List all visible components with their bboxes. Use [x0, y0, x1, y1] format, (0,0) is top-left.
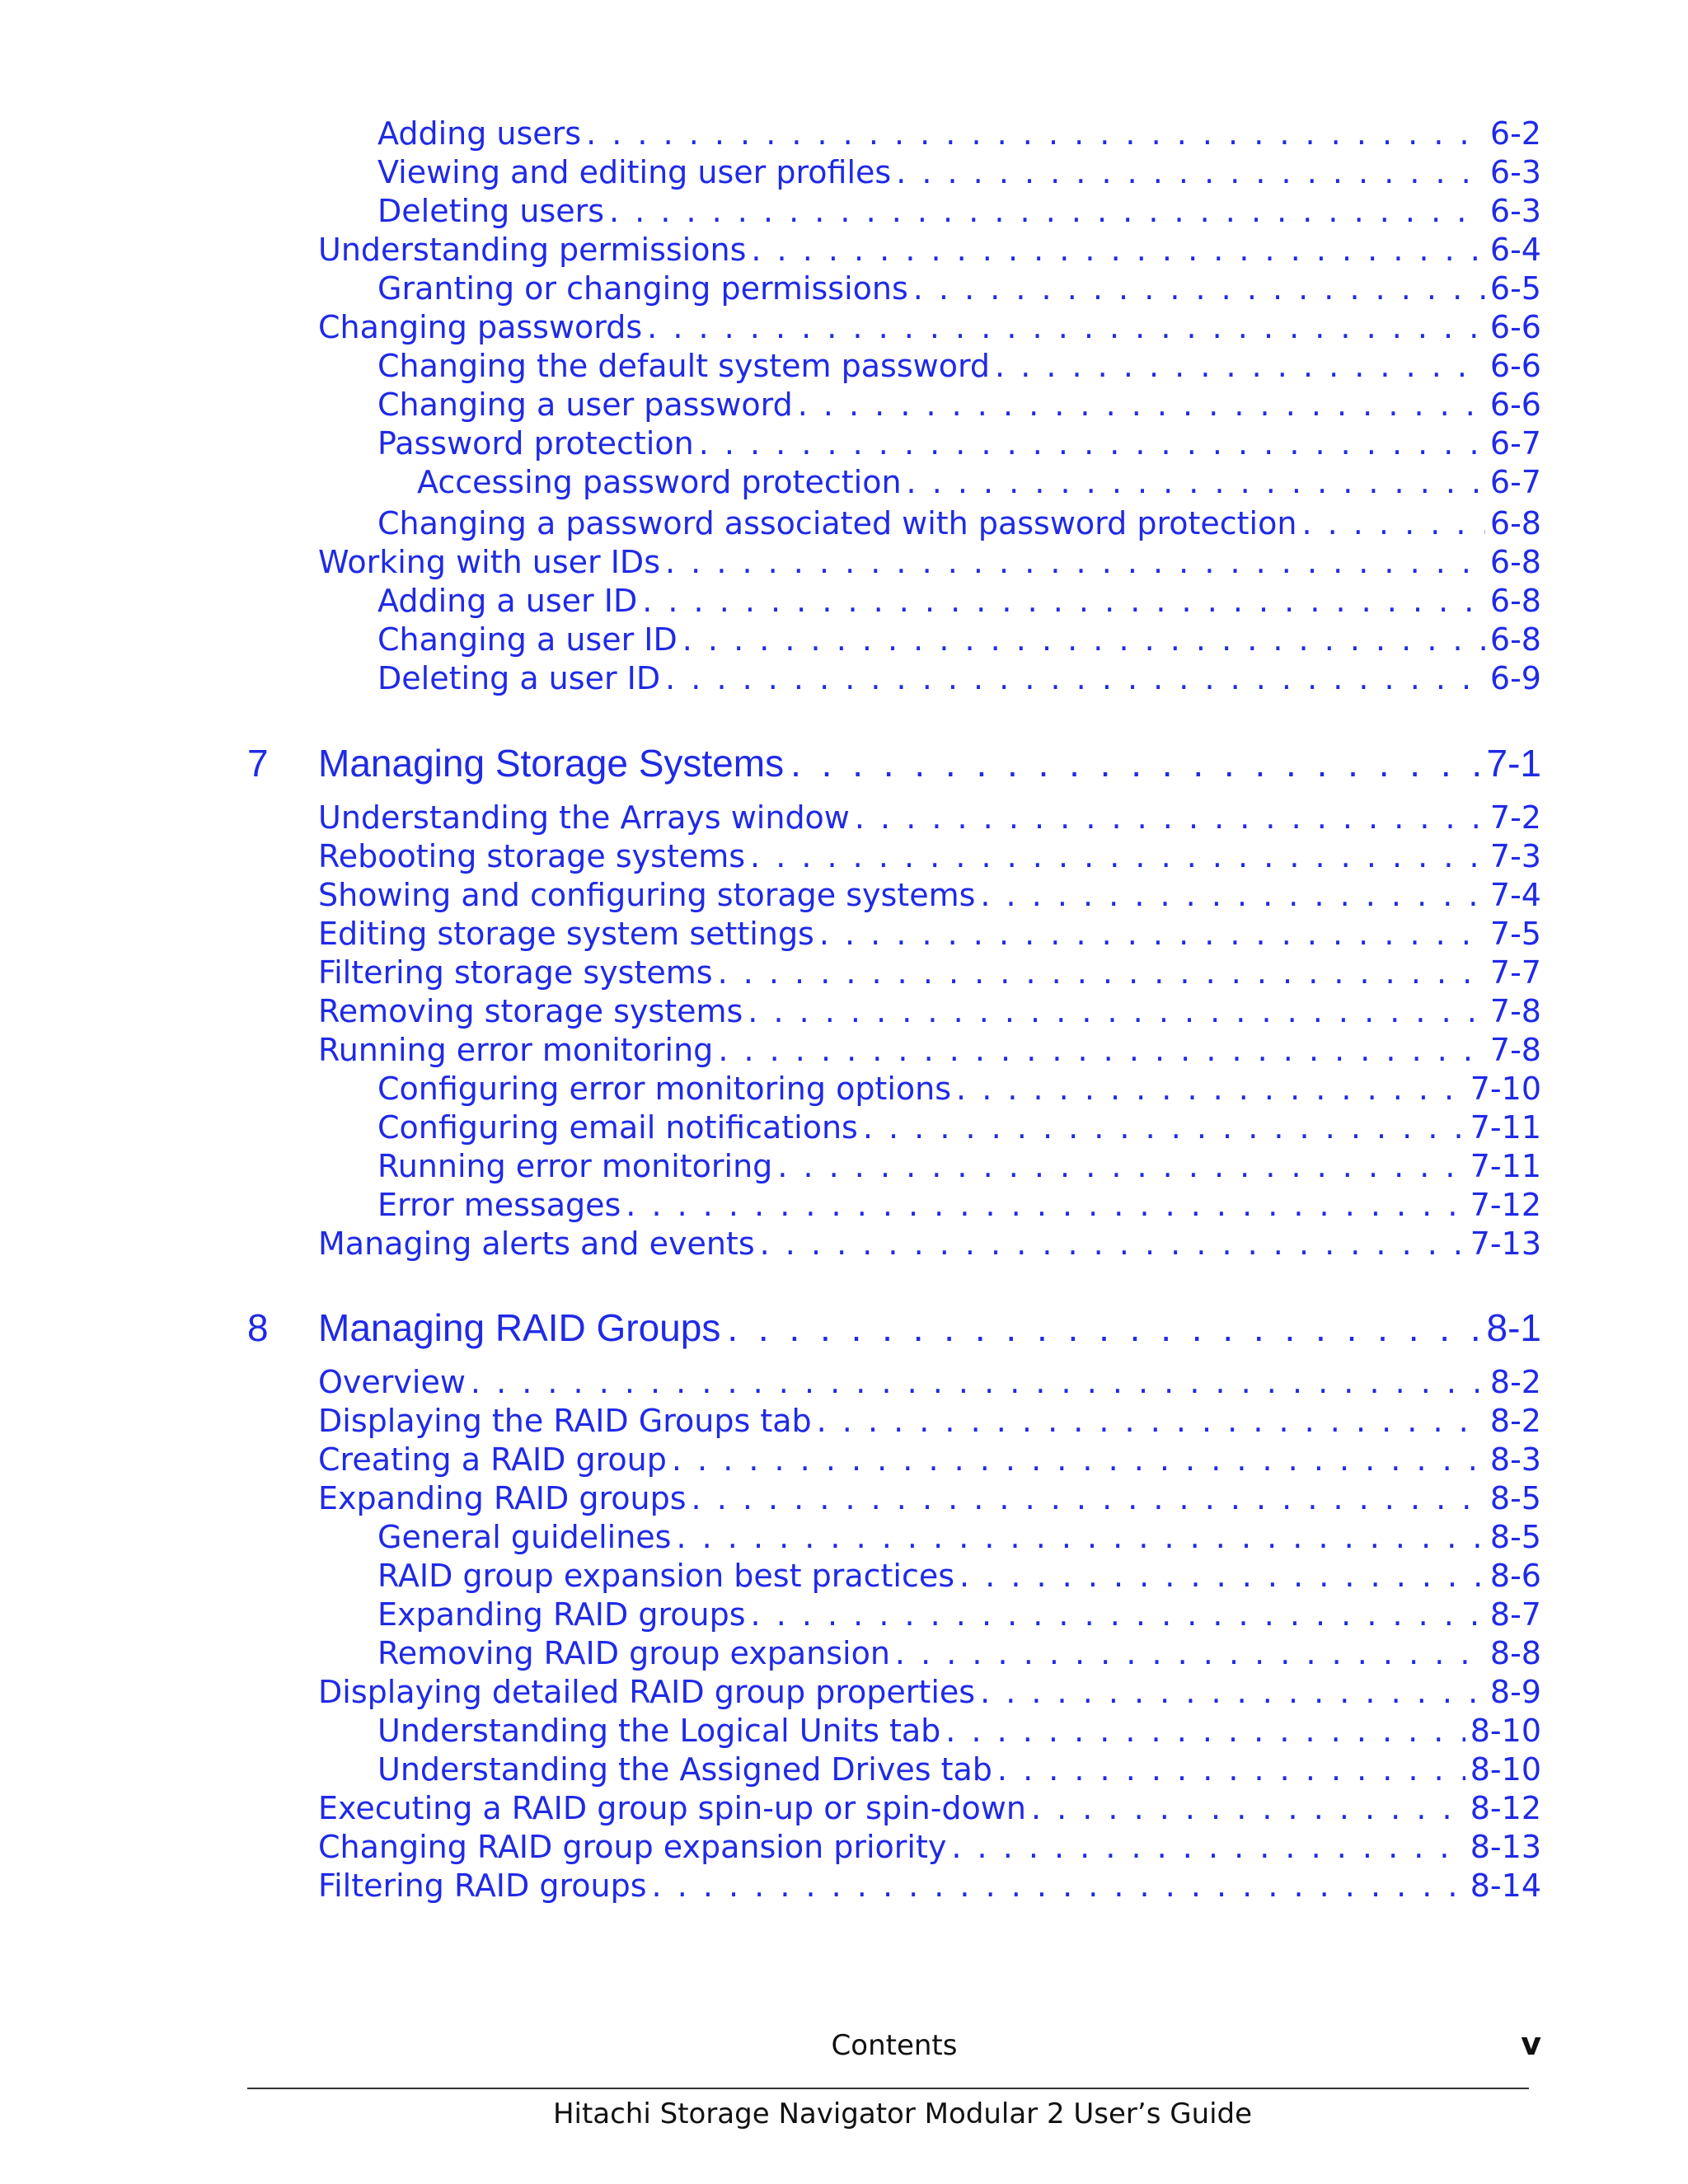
toc-entry-page: 8-5: [1489, 1519, 1541, 1555]
toc-entry-viewing-editing-user-profiles[interactable]: [0, 153, 1688, 192]
toc-entry-page: 8-8: [1489, 1635, 1541, 1671]
toc-entry-changing-user-id[interactable]: [0, 621, 1688, 659]
toc-entry-page: 7-10: [1470, 1071, 1541, 1107]
dot-leader: [997, 1750, 1465, 1789]
toc-entry-expanding-raid-groups[interactable]: [0, 1479, 1688, 1518]
toc-entry-page: 7-13: [1470, 1226, 1541, 1262]
dot-leader: [609, 192, 1485, 231]
chapter-number: 8: [247, 1306, 269, 1349]
toc-entry-working-with-user-ids[interactable]: [0, 543, 1688, 582]
dot-leader: [995, 347, 1485, 386]
dot-leader: [682, 621, 1485, 659]
toc-entry-displaying-raid-groups-tab[interactable]: [0, 1402, 1688, 1441]
toc-entry-page: 8-2: [1489, 1364, 1541, 1400]
toc-entry-title: Granting or changing permissions: [377, 270, 908, 307]
toc-entry-title: Removing storage systems: [318, 993, 743, 1029]
toc-entry-page: 7-7: [1489, 954, 1541, 991]
toc-entry-page: 6-8: [1489, 621, 1541, 658]
dot-leader: [760, 1225, 1465, 1263]
dot-leader: [699, 424, 1485, 463]
toc-entry-changing-passwords[interactable]: [0, 308, 1688, 347]
toc-entry-page: 8-14: [1470, 1868, 1541, 1904]
chapter-page: 8-1: [1486, 1306, 1541, 1349]
toc-entry-page: 6-8: [1489, 505, 1541, 541]
toc-entry-page: 6-8: [1489, 544, 1541, 580]
toc-entry-page: 6-5: [1489, 270, 1541, 307]
toc-entry-raid-expansion-best-practices[interactable]: [0, 1557, 1688, 1596]
dot-leader: [665, 543, 1485, 582]
dot-leader: [647, 308, 1485, 347]
dot-leader: [980, 876, 1485, 915]
toc-entry-filtering-raid-groups[interactable]: [0, 1867, 1688, 1905]
chapter-title: Managing Storage Systems: [318, 742, 785, 785]
dot-leader: [692, 1479, 1485, 1518]
toc-entry-page: 6-4: [1489, 232, 1541, 268]
toc-entry-page: 6-8: [1489, 583, 1541, 619]
toc-entry-title: Running error monitoring: [377, 1148, 773, 1184]
toc-entry-showing-configuring-storage-systems[interactable]: [0, 876, 1688, 915]
dot-leader: [748, 992, 1485, 1031]
toc-entry-title: Deleting a user ID: [377, 660, 661, 696]
toc-entry-page: 7-8: [1489, 993, 1541, 1029]
dot-leader: [855, 799, 1485, 837]
toc-entry-title: Configuring error monitoring options: [377, 1071, 952, 1107]
dot-leader: [945, 1712, 1465, 1750]
dot-leader: [907, 463, 1485, 502]
toc-entry-error-messages[interactable]: [0, 1186, 1688, 1225]
toc-entry-title: Changing the default system password: [377, 348, 991, 384]
toc-entry-title: Changing passwords: [318, 309, 643, 345]
toc-entry-title: Password protection: [377, 425, 694, 462]
dot-leader: [959, 1557, 1485, 1596]
toc-entry-understanding-permissions[interactable]: [0, 231, 1688, 269]
toc-entry-page: 8-12: [1470, 1790, 1541, 1826]
toc-entry-title: Error messages: [377, 1187, 621, 1223]
toc-entry-title: Removing RAID group expansion: [377, 1635, 890, 1671]
toc-entry-changing-password-associated[interactable]: [0, 504, 1688, 543]
toc-entry-creating-raid-group[interactable]: [0, 1441, 1688, 1479]
dot-leader: [1031, 1789, 1465, 1828]
dot-leader: [863, 1108, 1465, 1147]
toc-entry-page: 8-7: [1489, 1596, 1541, 1633]
toc-entry-title: Changing a user ID: [377, 621, 678, 658]
dot-leader: [750, 837, 1485, 876]
toc-entry-page: 7-5: [1489, 916, 1541, 952]
toc-entry-page: 7-4: [1489, 877, 1541, 913]
toc-entry-page: 6-7: [1489, 464, 1541, 500]
dot-leader: [642, 582, 1485, 621]
toc-entry-expanding-raid-groups-sub[interactable]: [0, 1596, 1688, 1634]
dot-leader: [790, 738, 1479, 788]
footer-divider: [247, 2088, 1529, 2089]
dot-leader: [626, 1186, 1465, 1225]
footer-section-label: Contents: [831, 2029, 958, 2062]
toc-entry-understanding-assigned-drives-tab[interactable]: [0, 1750, 1688, 1789]
toc-entry-title: Changing a password associated with password protection: [377, 505, 1297, 541]
chapter-title: Managing RAID Groups: [318, 1306, 721, 1349]
toc-entry-page: 7-12: [1470, 1187, 1541, 1223]
dot-leader: [652, 1867, 1465, 1905]
dot-leader: [819, 915, 1485, 954]
toc-entry-changing-expansion-priority[interactable]: [0, 1828, 1688, 1867]
dot-leader: [665, 659, 1485, 698]
dot-leader: [676, 1518, 1484, 1557]
toc-entry-adding-users[interactable]: [0, 115, 1688, 153]
dot-leader: [777, 1147, 1465, 1186]
toc-chapter-8[interactable]: [0, 1303, 1688, 1352]
toc-entry-configuring-email-notifications[interactable]: [0, 1108, 1688, 1147]
toc-entry-page: 6-9: [1489, 660, 1541, 696]
dot-leader: [718, 1031, 1485, 1070]
toc-entry-page: 8-3: [1489, 1441, 1541, 1478]
toc-entry-title: Accessing password protection: [417, 464, 902, 500]
toc-entry-deleting-users[interactable]: [0, 192, 1688, 231]
toc-entry-running-error-monitoring[interactable]: [0, 1031, 1688, 1070]
toc-entry-page: 7-11: [1470, 1109, 1541, 1146]
toc-entry-configuring-error-monitoring-options[interactable]: [0, 1070, 1688, 1108]
toc-entry-title: Adding a user ID: [377, 583, 638, 619]
toc-entry-title: Running error monitoring: [318, 1032, 714, 1068]
toc-entry-page: 8-6: [1489, 1558, 1541, 1594]
toc-entry-understanding-logical-units-tab[interactable]: [0, 1712, 1688, 1750]
toc-entry-page: 6-6: [1489, 387, 1541, 423]
dot-leader: [956, 1070, 1465, 1108]
dot-leader: [718, 954, 1485, 992]
toc-entry-page: 6-7: [1489, 425, 1541, 462]
toc-entry-page: 8-10: [1470, 1751, 1541, 1788]
toc-entry-title: Executing a RAID group spin-up or spin-down: [318, 1790, 1026, 1826]
toc-entry-page: 8-13: [1470, 1829, 1541, 1865]
toc-entry-removing-storage-systems[interactable]: [0, 992, 1688, 1031]
toc-entry-page: 7-3: [1489, 838, 1541, 874]
dot-leader: [586, 115, 1485, 153]
toc-entry-page: 6-3: [1489, 193, 1541, 229]
toc-entry-page: 6-3: [1489, 154, 1541, 190]
toc-entry-page: 8-10: [1470, 1713, 1541, 1749]
toc-chapter-7[interactable]: [0, 738, 1688, 788]
dot-leader: [913, 269, 1485, 308]
toc-entry-page: 8-2: [1489, 1403, 1541, 1439]
toc-entry-title: Managing alerts and events: [318, 1226, 755, 1262]
toc-entry-page: 6-6: [1489, 348, 1541, 384]
toc-entry-title: Editing storage system settings: [318, 916, 814, 952]
dot-leader: [751, 1596, 1485, 1634]
toc-entry-general-guidelines[interactable]: [0, 1518, 1688, 1557]
dot-leader: [951, 1828, 1465, 1867]
toc-entry-title: Displaying the RAID Groups tab: [318, 1403, 812, 1439]
toc-entry-overview[interactable]: [0, 1363, 1688, 1402]
footer-guide-title: Hitachi Storage Navigator Modular 2 User’s Guide: [552, 2097, 1253, 2130]
toc-entry-title: Understanding permissions: [318, 232, 747, 268]
toc-entry-title: Expanding RAID groups: [377, 1596, 746, 1633]
dot-leader: [1301, 504, 1484, 543]
chapter-page: 7-1: [1486, 742, 1541, 785]
toc-entry-title: Changing a user password: [377, 387, 793, 423]
toc-entry-changing-default-system-password[interactable]: [0, 347, 1688, 386]
toc-entry-title: Viewing and editing user profiles: [377, 154, 892, 190]
toc-entry-granting-changing-permissions[interactable]: [0, 269, 1688, 308]
toc-entry-title: Showing and configuring storage systems: [318, 877, 976, 913]
toc-entry-title: Understanding the Arrays window: [318, 799, 850, 836]
toc-entry-title: Understanding the Assigned Drives tab: [377, 1751, 992, 1788]
toc-entry-title: Overview: [318, 1364, 466, 1400]
toc-entry-title: Understanding the Logical Units tab: [377, 1713, 941, 1749]
toc-entry-title: Displaying detailed RAID group properties: [318, 1674, 976, 1710]
toc-entry-title: Configuring email notifications: [377, 1109, 858, 1146]
toc-entry-removing-raid-group-expansion[interactable]: [0, 1634, 1688, 1673]
dot-leader: [471, 1363, 1485, 1402]
toc-entry-accessing-password-protection[interactable]: [0, 463, 1688, 502]
toc-entry-changing-user-password[interactable]: [0, 386, 1688, 424]
toc-entry-title: Filtering storage systems: [318, 954, 713, 991]
toc-entry-title: General guidelines: [377, 1519, 672, 1555]
toc-entry-page: 7-11: [1470, 1148, 1541, 1184]
toc-entry-title: Adding users: [377, 115, 582, 152]
dot-leader: [727, 1303, 1479, 1352]
toc-entry-password-protection[interactable]: [0, 424, 1688, 463]
dot-leader: [896, 153, 1485, 192]
chapter-number: 7: [247, 742, 269, 785]
footer-page-number: v: [1521, 2026, 1541, 2062]
toc-entry-title: RAID group expansion best practices: [377, 1558, 955, 1594]
toc-entry-page: 8-5: [1489, 1480, 1541, 1516]
dot-leader: [672, 1441, 1485, 1479]
dot-leader: [980, 1673, 1485, 1712]
toc-entry-displaying-detailed-raid-properties[interactable]: [0, 1673, 1688, 1712]
toc-entry-running-error-monitoring-sub[interactable]: [0, 1147, 1688, 1186]
toc-entry-executing-spin-up-down[interactable]: [0, 1789, 1688, 1828]
toc-entry-page: 8-9: [1489, 1674, 1541, 1710]
toc-entry-page: 7-8: [1489, 1032, 1541, 1068]
toc-entry-rebooting-storage-systems[interactable]: [0, 837, 1688, 876]
toc-entry-page: 6-2: [1489, 115, 1541, 152]
toc-entry-adding-user-id[interactable]: [0, 582, 1688, 621]
toc-entry-filtering-storage-systems[interactable]: [0, 954, 1688, 992]
dot-leader: [751, 231, 1485, 269]
toc-entry-understanding-arrays-window[interactable]: [0, 799, 1688, 837]
toc-entry-title: Changing RAID group expansion priority: [318, 1829, 947, 1865]
toc-entry-title: Expanding RAID groups: [318, 1480, 687, 1516]
toc-entry-title: Rebooting storage systems: [318, 838, 746, 874]
toc-entry-editing-storage-system-settings[interactable]: [0, 915, 1688, 954]
toc-entry-managing-alerts-events[interactable]: [0, 1225, 1688, 1263]
toc-entry-title: Filtering RAID groups: [318, 1868, 647, 1904]
toc-entry-title: Creating a RAID group: [318, 1441, 667, 1478]
toc-entry-title: Deleting users: [377, 193, 604, 229]
toc-entry-page: 6-6: [1489, 309, 1541, 345]
toc-entry-title: Working with user IDs: [318, 544, 660, 580]
toc-entry-deleting-user-id[interactable]: [0, 659, 1688, 698]
toc-entry-page: 7-2: [1489, 799, 1541, 836]
dot-leader: [798, 386, 1485, 424]
dot-leader: [895, 1634, 1485, 1673]
dot-leader: [817, 1402, 1485, 1441]
